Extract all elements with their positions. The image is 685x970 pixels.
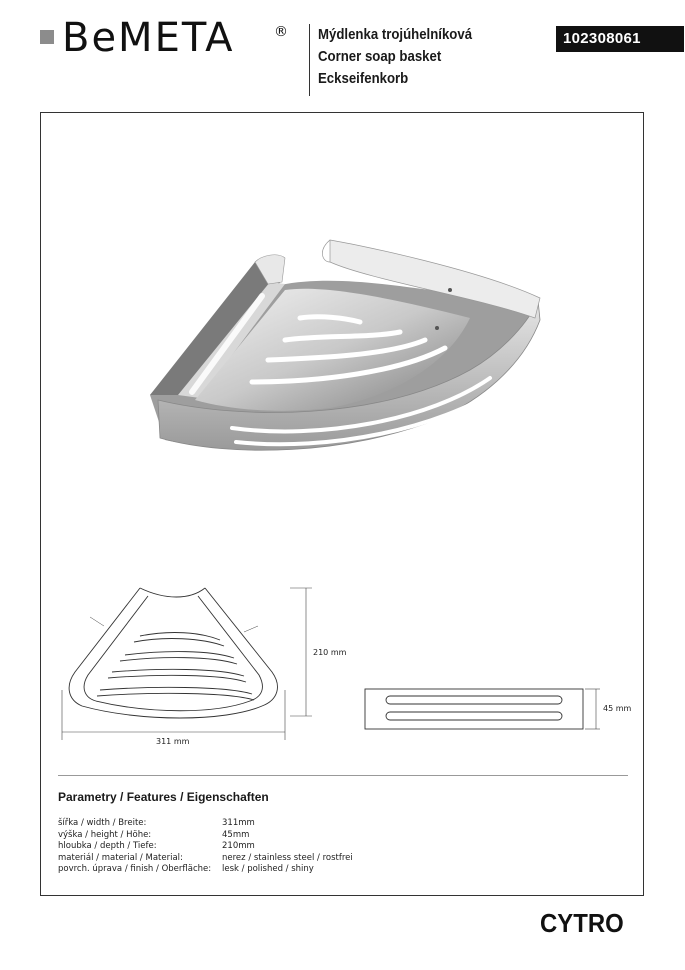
- registered-mark: ®: [274, 24, 288, 40]
- feature-value: 311mm: [222, 818, 255, 828]
- series-name: CYTRO: [540, 908, 624, 938]
- feature-key: šířka / width / Breite:: [58, 818, 147, 828]
- feature-value: nerez / stainless steel / rostfrei: [222, 852, 353, 863]
- feature-row: [58, 841, 458, 853]
- section-divider: [58, 775, 628, 776]
- depth-dimension-label: 210 mm: [313, 648, 347, 657]
- brand-logo: BeMETA: [62, 15, 235, 61]
- feature-row: [58, 818, 458, 830]
- width-dimension-label: 311 mm: [156, 737, 190, 746]
- feature-value: 210mm: [222, 841, 255, 851]
- height-dimension-label: 45 mm: [603, 704, 632, 713]
- feature-value: lesk / polished / shiny: [222, 864, 314, 874]
- features-list: [58, 818, 458, 876]
- feature-row: [58, 864, 458, 876]
- feature-key: výška / height / Höhe:: [58, 829, 152, 840]
- product-code-badge: 102308061: [556, 26, 684, 52]
- product-name-en: Corner soap basket: [318, 48, 442, 65]
- feature-key: hloubka / depth / Tiefe:: [58, 841, 157, 851]
- feature-value: 45mm: [222, 829, 250, 840]
- product-name-cs: Mýdlenka trojúhelníková: [318, 26, 473, 43]
- feature-key: povrch. úprava / finish / Oberfläche:: [58, 864, 212, 874]
- feature-row: [58, 830, 458, 842]
- features-heading: Parametry / Features / Eigenschaften: [58, 790, 269, 804]
- feature-row: [58, 853, 458, 865]
- product-name-de: Eckseifenkorb: [318, 70, 409, 87]
- feature-key: materiál / material / Material:: [58, 852, 183, 863]
